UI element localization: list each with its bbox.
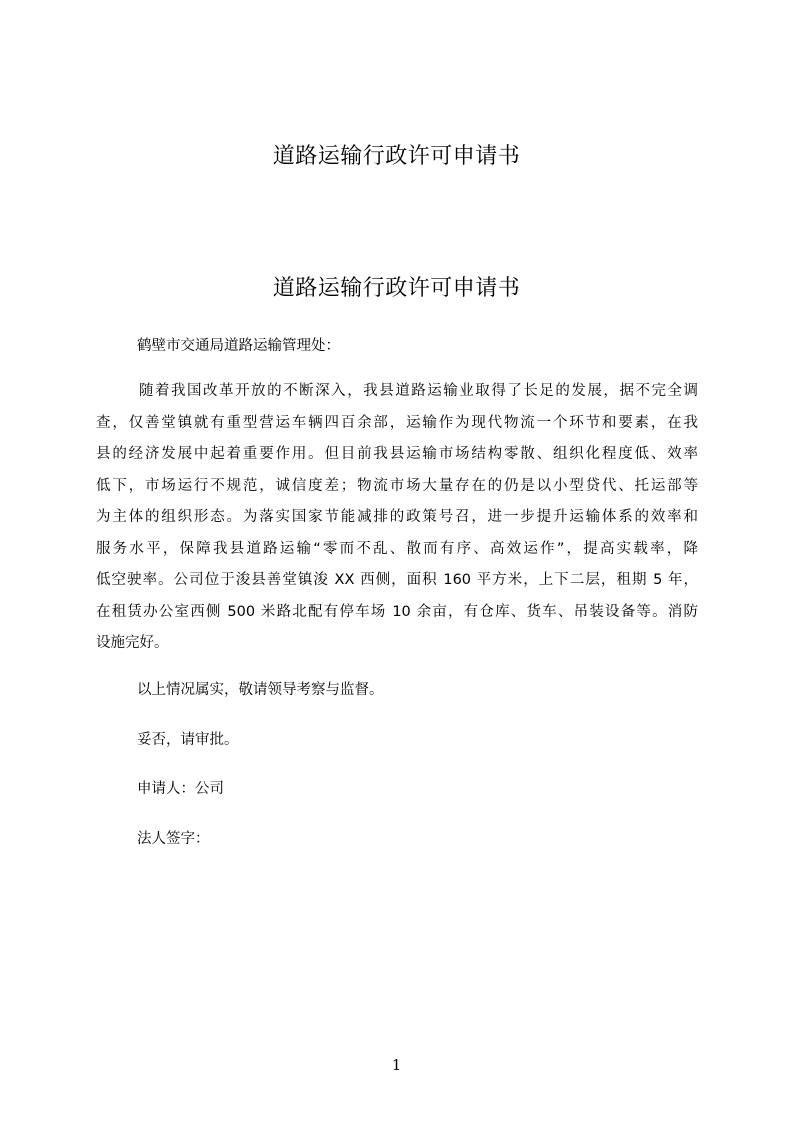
- body-line-6: 服务水平，保障我县道路运输“零而不乱、散而有序、高效运作”，提高实载率，降: [96, 541, 698, 557]
- body-line-5: 为主体的组织形态。为落实国家节能减排的政策号召，进一步提升运输体系的效率和: [96, 509, 698, 525]
- document-header-title: 道路运输行政许可申请书: [272, 144, 521, 169]
- approval-request: 妥否，请审批。: [137, 732, 239, 748]
- body-line-1: 随着我国改革开放的不断深入，我县道路运输业取得了长足的发展，据不完全调: [139, 383, 698, 399]
- body-line-7: 低空驶率。公司位于浚县善堂镇浚 XX 西侧，面积 160 平方米，上下二层，租期 5 年，: [96, 572, 698, 588]
- salutation: 鹤壁市交通局道路运输管理处：: [137, 338, 340, 354]
- body-line-9: 设施完好。: [96, 635, 169, 651]
- body-line-2: 查，仅善堂镇就有重型营运车辆四百余部，运输作为现代物流一个环节和要素，在我: [96, 415, 698, 431]
- page-number: 1: [391, 1056, 402, 1074]
- body-line-3: 县的经济发展中起着重要作用。但目前我县运输市场结构零散、组织化程度低、效率: [96, 446, 698, 462]
- document-main-title: 道路运输行政许可申请书: [272, 276, 521, 301]
- body-line-4: 低下，市场运行不规范，诚信度差；物流市场大量存在的仍是以小型贷代、托运部等: [96, 478, 698, 494]
- body-line-8: 在租赁办公室西侧 500 米路北配有停车场 10 余亩，有仓库、货车、吊装设备等。消防: [96, 604, 698, 620]
- legal-signature-line: 法人签字：: [137, 831, 210, 847]
- applicant-line: 申请人：公司: [137, 781, 224, 797]
- closing-statement: 以上情况属实，敬请领导考察与监督。: [137, 682, 384, 698]
